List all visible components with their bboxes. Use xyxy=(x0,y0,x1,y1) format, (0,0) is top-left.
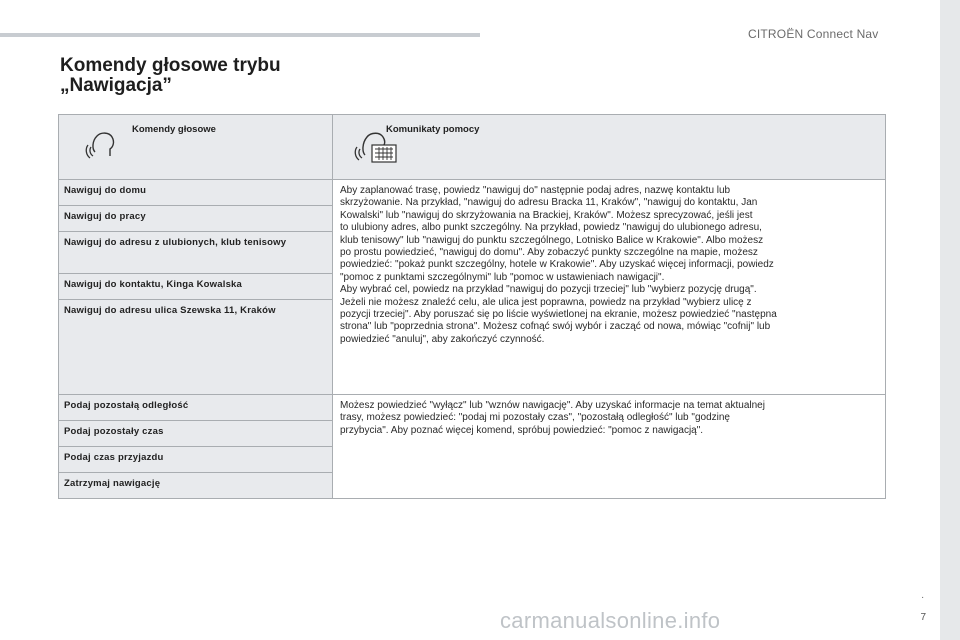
command-text: Nawiguj do pracy xyxy=(64,211,146,222)
help-line: Jeżeli nie możesz znaleźć celu, ale ulica jest poprawna, powiedz na przykład "wybierz ulicę z xyxy=(340,296,752,308)
help-line: pozycji trzeciej". Aby poruszać się po liście wyświetlonej na ekranie, możesz powiedzieć "następna xyxy=(340,309,777,321)
page-dot-marker: . xyxy=(921,590,924,601)
command-cell xyxy=(59,206,333,232)
page-title xyxy=(60,56,281,96)
voice-command-icon xyxy=(85,127,119,161)
command-cell xyxy=(59,447,333,473)
page-edge-strip xyxy=(940,0,960,640)
command-cell xyxy=(59,395,333,421)
header-brand-label: CITROËN Connect Nav xyxy=(748,27,879,41)
command-cell xyxy=(59,180,333,206)
help-line: przybycia". Aby poznać więcej komend, spróbuj powiedzieć: "pomoc z nawigacją". xyxy=(340,424,704,436)
help-cell-navigation xyxy=(333,180,886,395)
command-cell xyxy=(59,473,333,499)
help-line: to ulubiony adres, albo punkt szczególny. Na przykład, powiedz "nawiguj do ulubionego adresu, xyxy=(340,222,762,234)
page-title-line-2: „Nawigacja” xyxy=(60,75,172,96)
help-line: powiedzieć "anuluj", aby zakończyć czynność. xyxy=(340,333,545,345)
header-help-label: Komunikaty pomocy xyxy=(386,124,480,135)
help-line: Możesz powiedzieć "wyłącz" lub "wznów nawigację". Aby uzyskać informacje na temat aktualnej xyxy=(340,400,765,411)
help-line: strona" lub "poprzednia strona". Możesz cofnąć swój wybór i zacząć od nowa, mówiąc "cofnij" lub xyxy=(340,321,771,333)
help-line: Kowalski" lub "nawiguj do skrzyżowania na Brackiej, Kraków". Możesz sprecyzować, jeśli jest xyxy=(340,209,753,221)
page-title-line-1: Komendy głosowe trybu xyxy=(60,55,281,76)
help-line: Aby wybrać cel, powiedz na przykład "nawiguj do pozycji trzeciej" lub "wybierz pozycję drugą". xyxy=(340,284,757,296)
help-line: Aby zaplanować trasę, powiedz "nawiguj do" następnie podaj adres, nazwę kontaktu lub xyxy=(340,185,731,196)
watermark: carmanualsonline.info xyxy=(500,608,721,633)
header-commands-label: Komendy głosowe xyxy=(132,124,216,135)
command-text: Zatrzymaj nawigację xyxy=(64,478,161,489)
command-text: Nawiguj do domu xyxy=(64,185,147,196)
command-cell xyxy=(59,232,333,274)
help-line: po prostu powiedzieć, "nawiguj do domu". Aby zobaczyć punkty szczególne na mapie, możesz xyxy=(340,247,758,259)
command-text: Podaj czas przyjazdu xyxy=(64,452,164,463)
command-text: Nawiguj do kontaktu, Kinga Kowalska xyxy=(64,279,243,290)
table-row xyxy=(59,180,886,206)
voice-commands-table xyxy=(58,114,886,499)
command-text: Podaj pozostałą odległość xyxy=(64,400,189,411)
header-rule xyxy=(0,33,480,37)
command-text: Nawiguj do adresu z ulubionych, klub tenisowy xyxy=(64,237,287,248)
help-line: klub tenisowy" lub "nawiguj do punktu szczególnego, Lotnisko Balice w Krakowie". Albo możesz xyxy=(340,234,764,246)
command-cell xyxy=(59,421,333,447)
header-cell-commands xyxy=(59,115,333,180)
command-text: Nawiguj do adresu ulica Szewska 11, Kraków xyxy=(64,305,276,316)
help-line: skrzyżowanie. Na przykład, "nawiguj do adresu Bracka 11, Kraków", "nawiguj do kontaktu, Jan xyxy=(340,197,758,209)
help-line: "pomoc z punktami szczególnymi" lub "pomoc w ustawieniach nawigacji". xyxy=(340,271,665,283)
page-number: 7 xyxy=(920,612,926,623)
help-cell-route-info xyxy=(333,395,886,499)
help-line: trasy, możesz powiedzieć: "podaj mi pozostały czas", "pozostałą odległość" lub "godzinę xyxy=(340,412,730,424)
command-cell xyxy=(59,300,333,395)
help-line: powiedzieć: "pokaż punkt szczególny, hotele w Krakowie". Aby uzyskać więcej informacji, powiedz xyxy=(340,259,774,271)
table-header-row xyxy=(59,115,886,180)
command-text: Podaj pozostały czas xyxy=(64,426,164,437)
header-cell-help xyxy=(333,115,886,180)
command-cell xyxy=(59,274,333,300)
table-row xyxy=(59,395,886,421)
